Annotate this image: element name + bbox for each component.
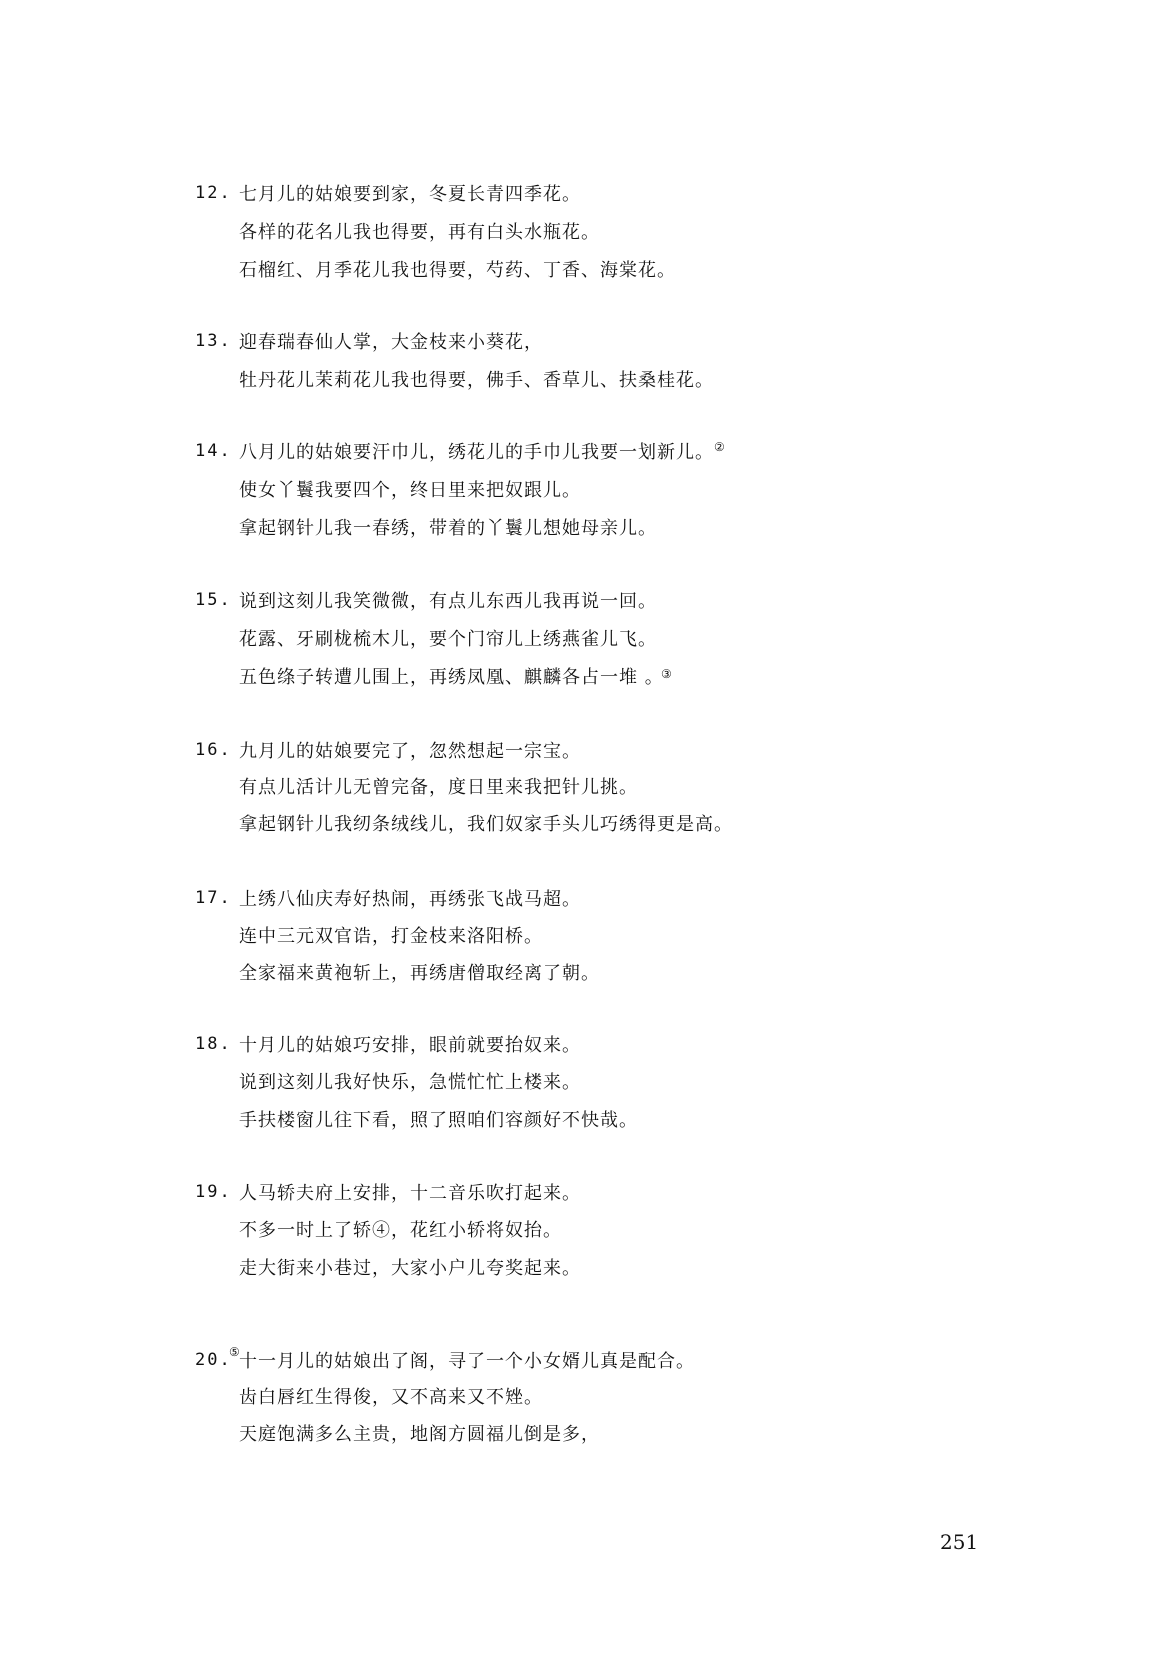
verse-line: 说到这刻儿我好快乐，急慌忙忙上楼来。 [239,1072,581,1093]
verse-line: 拿起钢针儿我一春绣，带着的丫鬟儿想她母亲儿。 [239,518,657,539]
verse-number: 14. [195,441,232,461]
verse-line: 迎春瑞春仙人掌，大金枝来小葵花， [239,332,543,353]
verse-line: 花露、牙刷栊梳木儿，要个门帘儿上绣燕雀儿飞。 [239,629,657,650]
verse-line [239,441,726,465]
verse-line: 走大街来小巷过，大家小户儿夸奖起来。 [239,1258,581,1279]
verse-number: 18. [195,1034,232,1054]
verse-line: 牡丹花儿茉莉花儿我也得要，佛手、香草儿、扶桑桂花。 [239,370,714,391]
verse-line: 有点儿活计儿无曾完备，度日里来我把针儿挑。 [239,777,638,798]
verse-line-text: 五色绦子转遭儿围上，再绣凤凰、麒麟各占一堆 。 [239,667,664,688]
verse-line: 上绣八仙庆寿好热闹，再绣张飞战马超。 [239,889,581,910]
verse-line: 连中三元双官诰，打金枝来洛阳桥。 [239,926,543,947]
verse-line: 拿起钢针儿我纫条绒线儿，我们奴家手头儿巧绣得更是高。 [239,814,733,835]
verse-line: 九月儿的姑娘要完了，忽然想起一宗宝。 [239,741,581,762]
verse-line: 人马轿夫府上安排，十二音乐吹打起来。 [239,1183,581,1204]
verse-number: 13. [195,331,232,351]
verse-line: 十一月儿的姑娘出了阁，寻了一个小女婿儿真是配合。 [239,1351,695,1372]
verse-line: 各样的花名儿我也得要，再有白头水瓶花。 [239,222,600,243]
page-number: 251 [940,1530,979,1554]
verse-line: 天庭饱满多么主贵，地阁方圆福儿倒是多， [239,1424,600,1445]
footnote-mark: ② [714,440,726,454]
verse-number: 12. [195,183,232,203]
verse-line: 说到这刻儿我笑微微，有点儿东西儿我再说一回。 [239,591,657,612]
verse-line: 七月儿的姑娘要到家，冬夏长青四季花。 [239,184,581,205]
verse-line-text: 八月儿的姑娘要汗巾儿，绣花儿的手巾儿我要一划新儿。 [239,442,714,463]
verse-line: 手扶楼窗儿往下看，照了照咱们容颜好不快哉。 [239,1110,638,1131]
verse-line: 不多一时上了轿④，花红小轿将奴抬。 [239,1220,562,1241]
verse-number: 15. [195,590,232,610]
verse-number: 17. [195,888,232,908]
verse-line: 齿白唇红生得俊，又不高来又不矬。 [239,1387,543,1408]
verse-number: 16. [195,740,232,760]
verse-line [239,666,664,690]
verse-line: 石榴红、月季花儿我也得要，芍药、丁香、海棠花。 [239,260,676,281]
document-page: 12. 七月儿的姑娘要到家，冬夏长青四季花。 各样的花名儿我也得要，再有白头水瓶花。 石榴红、月季花儿我也得要，芍药、丁香、海棠花。 13. 迎春瑞春仙人掌，大金枝来小葵花， 牡丹花儿茉莉花儿我也得要，佛手、香草儿、扶桑桂花。 14. 八月儿的姑娘要汗巾儿，绣花儿的手巾儿我要一划新儿。② 使女丫鬟我要四个，终日里来把奴跟儿。 拿起钢针儿我一春绣，带着的丫鬟儿想她母亲儿。 15. 说到这刻儿我笑微微，有点儿东西儿我再说一回。 花露、牙刷栊梳木儿，要个门帘儿上绣燕雀儿飞。 五色绦子转遭儿围上，再绣凤凰、麒麟各占一堆 。 ③ 16. 九月儿的姑娘要完了，忽然想起一宗宝。 有点儿活计儿无曾完备，度日里来我把针儿挑。 拿起钢针儿我纫条绒线儿，我们奴家手头儿巧绣得更是高。 17. 上绣八仙庆寿好热闹，再绣张飞战马超。 连中三元双官诰，打金枝来洛阳桥。 全家福来黄袍斩上，再绣唐僧取经离了朝。 18. 十月儿的姑娘巧安排，眼前就要抬奴来。 说到这刻儿我好快乐，急慌忙忙上楼来。 手扶楼窗儿往下看，照了照咱们容颜好不快哉。 19. 人马轿夫府上安排，十二音乐吹打起来。 不多一时上了轿④，花红小轿将奴抬。 走大街来小巷过，大家小户儿夸奖起来。 20. ⑤ 十一月儿的姑娘出了阁，寻了一个小女婿儿真是配合。 齿白唇红生得俊，又不高来又不矬。 天庭饱满多么主贵，地阁方圆福儿倒是多， 251 [195,183,979,1554]
verse-number: 19. [195,1182,232,1202]
verse-line: 全家福来黄袍斩上，再绣唐僧取经离了朝。 [239,963,600,984]
verse-line: 十月儿的姑娘巧安排，眼前就要抬奴来。 [239,1035,581,1056]
verse-line: 使女丫鬟我要四个，终日里来把奴跟儿。 [239,480,581,501]
verse-number: 20. [195,1350,232,1370]
